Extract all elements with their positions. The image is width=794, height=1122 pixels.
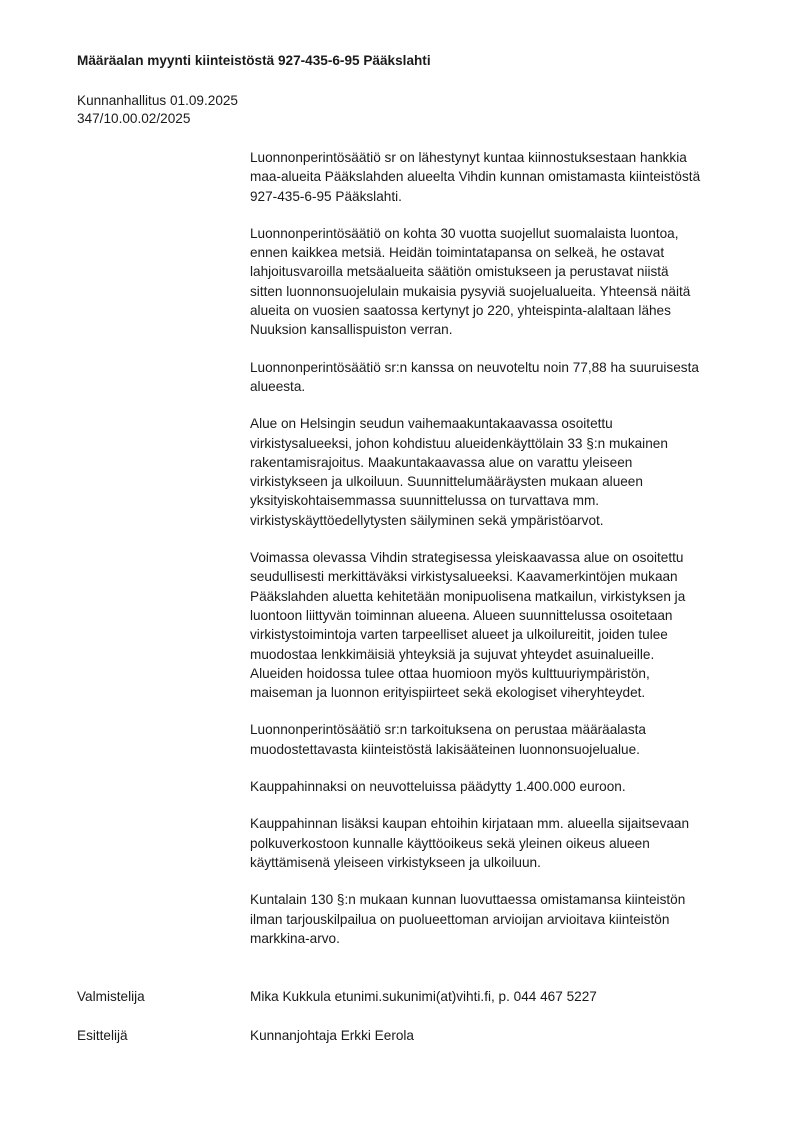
paragraph-line: Voimassa olevassa Vihdin strategisessa yleiskaavassa alue on osoitettu xyxy=(250,550,684,566)
paragraph-line: Nuuksion kansallispuiston verran. xyxy=(250,322,453,338)
body-paragraph xyxy=(250,414,750,530)
paragraph-line: Kuntalain 130 §:n mukaan kunnan luovuttaessa omistamansa kiinteistön xyxy=(250,892,686,908)
record-number: 347/10.00.02/2025 xyxy=(77,111,191,126)
document-body xyxy=(250,148,750,966)
paragraph-line: Alueiden hoidossa tulee ottaa huomioon myös kulttuuriympäristön, xyxy=(250,665,650,681)
body-paragraph xyxy=(250,548,750,702)
paragraph-line: maa-alueita Pääkslahden alueelta Vihdin kunnan omistamasta kiinteistöstä xyxy=(250,169,701,185)
paragraph-line: Pääkslahden aluetta kehitetään monipuolisena matkailun, virkistyksen ja xyxy=(250,588,686,604)
paragraph-line: käyttämisenä yleiseen virkistykseen ja ulkoiluun. xyxy=(250,854,541,870)
paragraph-line: Luonnonperintösäätiö on kohta 30 vuotta suojellut suomalaista luontoa, xyxy=(250,225,679,241)
paragraph-line: lahjoitusvaroilla metsäalueita säätiön omistukseen ja perustavat niistä xyxy=(250,264,669,280)
paragraph-line: yksityiskohtaisemmassa suunnittelussa on turvattava mm. xyxy=(250,493,600,509)
paragraph-line: ennen kaikkea metsiä. Heidän toimintatapansa on selkeä, he ostavat xyxy=(250,245,665,261)
body-paragraph xyxy=(250,148,750,206)
paragraph-line: virkistystoimintoja varten tarpeelliset alueet ja ulkoilureitit, joiden tulee xyxy=(250,627,668,643)
paragraph-line: Luonnonperintösäätiö sr:n kanssa on neuvoteltu noin 77,88 ha suuruisesta xyxy=(250,359,699,375)
document-title: Määräalan myynti kiinteistöstä 927-435-6-95 Pääkslahti xyxy=(77,53,431,68)
body-paragraph xyxy=(250,777,750,796)
paragraph-line: Kauppahinnan lisäksi kaupan ehtoihin kirjataan mm. alueella sijaitsevaan xyxy=(250,816,690,832)
body-paragraph xyxy=(250,890,750,948)
body-paragraph xyxy=(250,358,750,397)
paragraph-line: Luonnonperintösäätiö sr on lähestynyt kuntaa kiinnostuksestaan hankkia xyxy=(250,150,687,165)
paragraph-line: Alue on Helsingin seudun vaihemaakuntakaavassa osoitettu xyxy=(250,416,613,432)
paragraph-line: sitten luonnonsuojelulain mukaisia pysyviä suojelualueita. Yhteensä näitä xyxy=(250,283,691,299)
preparer-value: Mika Kukkula etunimi.sukunimi(at)vihti.fi, p. 044 467 5227 xyxy=(250,989,597,1004)
paragraph-line: seudullisesti merkittäväksi virkistysalueeksi. Kaavamerkintöjen mukaan xyxy=(250,569,678,585)
paragraph-line: virkistyskäyttöedellytysten säilyminen sekä ympäristöarvot. xyxy=(250,512,604,528)
presenter-value: Kunnanjohtaja Erkki Eerola xyxy=(250,1028,414,1043)
paragraph-line: ilman tarjouskilpailua on puolueettoman arvioijan arvioitava kiinteistön xyxy=(250,911,670,927)
paragraph-line: 927-435-6-95 Pääkslahti. xyxy=(250,188,402,204)
paragraph-line: alueita on vuosien saatossa kertynyt jo 220, yhteispinta-alaltaan lähes xyxy=(250,303,671,319)
paragraph-line: muodostaa lenkkimäisiä yhteyksiä ja sujuvat yhteydet asuinalueille. xyxy=(250,646,655,662)
paragraph-line: maiseman ja luonnon erityispiirteet sekä ekologiset viheryhteydet. xyxy=(250,685,646,701)
paragraph-line: virkistysalueeksi, johon kohdistuu alueidenkäyttölain 33 §:n mukainen xyxy=(250,435,668,451)
meeting-date: Kunnanhallitus 01.09.2025 xyxy=(77,93,238,108)
body-paragraph xyxy=(250,814,750,872)
preparer-label: Valmistelija xyxy=(77,989,145,1004)
paragraph-line: markkina-arvo. xyxy=(250,930,340,946)
paragraph-line: rakentamisrajoitus. Maakuntakaavassa alue on varattu yleiseen xyxy=(250,454,633,470)
paragraph-line: polkuverkostoon kunnalle käyttöoikeus sekä yleinen oikeus alueen xyxy=(250,835,650,851)
paragraph-line: Luonnonperintösäätiö sr:n tarkoituksena on perustaa määräalasta xyxy=(250,722,646,738)
presenter-label: Esittelijä xyxy=(77,1028,128,1043)
document-meta xyxy=(77,92,238,128)
paragraph-line: Kauppahinnaksi on neuvotteluissa päädytty 1.400.000 euroon. xyxy=(250,779,626,795)
body-paragraph xyxy=(250,224,750,340)
paragraph-line: virkistykseen ja ulkoiluun. Suunnittelumääräysten mukaan alueen xyxy=(250,474,643,490)
body-paragraph xyxy=(250,720,750,759)
paragraph-line: luontoon liittyvän toiminnan alueena. Alueen suunnittelussa osoitetaan xyxy=(250,607,673,623)
paragraph-line: alueesta. xyxy=(250,378,306,394)
paragraph-line: muodostettavasta kiinteistöstä lakisääteinen luonnonsuojelualue. xyxy=(250,741,640,757)
